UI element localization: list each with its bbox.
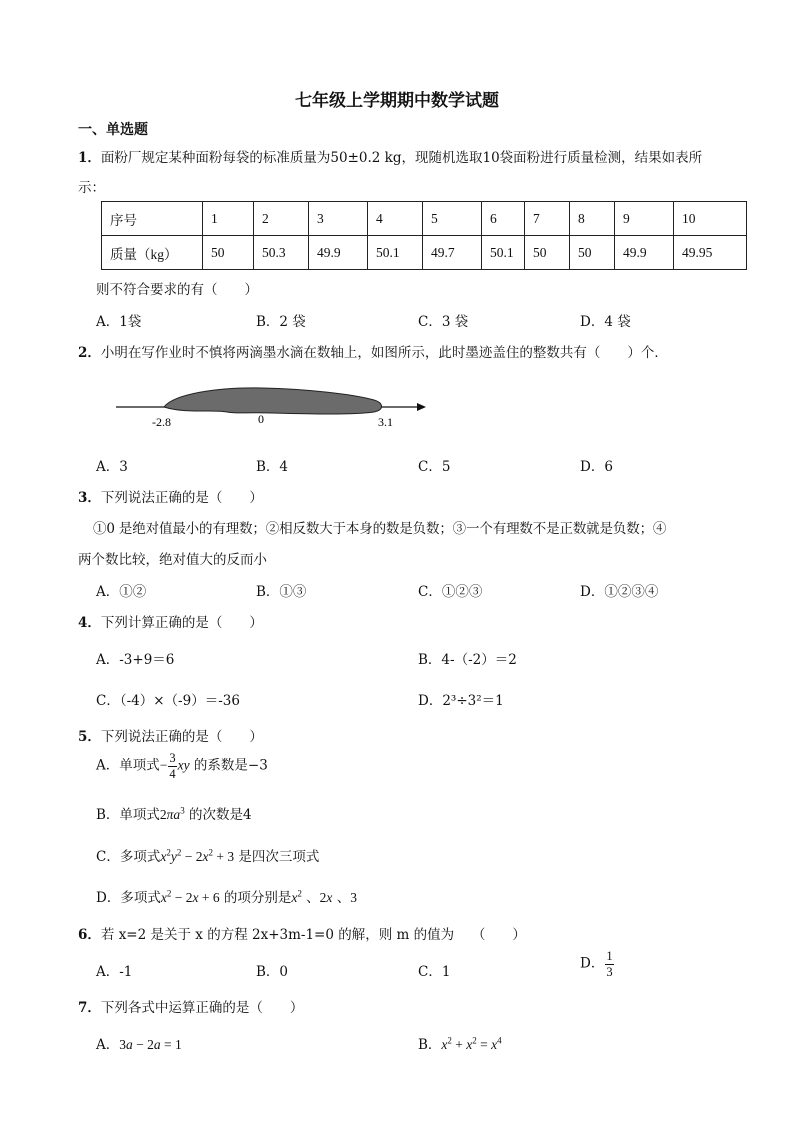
option-c: C．5 [418, 459, 451, 475]
question-3-statements: ①0 是绝对值最小的有理数；②相反数大于本身的数是负数；③一个有理数不是正数就是负数；④ [93, 521, 667, 537]
option-b: B．$x^2 + x^2 = x^4$ [418, 1035, 502, 1053]
option-label: A．单项式 [96, 757, 160, 774]
table-cell: 4 [368, 202, 423, 236]
table-cell: 6 [482, 202, 525, 236]
option-b: B．单项式$2\pi a^3$ 的次数是4 [96, 805, 252, 823]
option-c: C．①②③ [418, 584, 483, 600]
option-a: A．单项式− $\frac{3}{4}$ xy 的系数是−3 [96, 751, 268, 781]
option-d [580, 950, 615, 978]
table-cell: 9 [615, 202, 674, 236]
option-b: B．2 袋 [256, 314, 306, 330]
denominator: 4 [169, 766, 176, 781]
option-text: 是四次三项式 [238, 849, 320, 865]
question-3-statements-line2: 两个数比较，绝对值大的反而小 [78, 552, 267, 568]
option-label: B． [418, 1037, 442, 1053]
numerator: 1 [606, 949, 613, 963]
question-text: 下列说法正确的是（ ） [100, 490, 263, 506]
question-text: 面粉厂规定某种面粉每袋的标准质量为50±0.2 kg，现随机选取10袋面粉进行质量检测，结果如表所 [100, 150, 703, 166]
option-b: B．4-（-2）＝2 [418, 652, 517, 668]
option-label: C．多项式 [96, 849, 161, 865]
option-d: D．6 [580, 459, 613, 475]
option-label: D． [580, 955, 605, 972]
option-text: 的系数是−3 [193, 757, 268, 774]
option-text: 的项分别是 [223, 890, 292, 906]
page-title: 七年级上学期期中数学试题 [295, 91, 499, 111]
option-text: 的次数是4 [188, 807, 252, 823]
table-cell: 质量（kg） [102, 236, 203, 270]
option-a: A．3a − 2a = 1 [96, 1037, 182, 1053]
arrow-head [417, 403, 426, 411]
ink-blot [164, 388, 382, 414]
table-cell: 49.9 [309, 236, 368, 270]
label-right: 3.1 [378, 415, 393, 429]
question-number: 3． [78, 490, 101, 506]
question-2 [78, 341, 668, 361]
fraction [605, 950, 613, 978]
table-cell: 2 [254, 202, 309, 236]
mass-table [101, 201, 747, 270]
table-cell: 49.9 [615, 236, 674, 270]
table-cell: 49.7 [423, 236, 482, 270]
option-d: D．4 袋 [580, 314, 631, 330]
question-number: 6． [78, 927, 101, 943]
option-c: C．多项式$x^2y^2 - 2x^2 + 3$ 是四次三项式 [96, 847, 320, 865]
question-text: 小明在写作业时不慎将两滴墨水滴在数轴上，如图所示，此时墨迹盖住的整数共有（ ）个． [100, 345, 668, 361]
numerator: 3 [169, 751, 176, 765]
question-text: 若 x=2 是关于 x 的方程 2x+3m-1=0 的解，则 m 的值为 （ ） [100, 927, 526, 943]
fraction [168, 752, 176, 780]
denominator: 3 [606, 964, 613, 979]
option-label: A． [96, 1037, 120, 1053]
question-text: 下列各式中运算正确的是（ ） [100, 1000, 304, 1016]
table-cell: 50.1 [368, 236, 423, 270]
option-label: B．单项式 [96, 807, 160, 823]
question-3 [78, 486, 263, 506]
question-number: 4． [78, 615, 101, 631]
option-b: B．0 [256, 964, 289, 980]
question-number: 1． [78, 150, 101, 166]
question-1 [78, 146, 702, 166]
number-line-figure [112, 384, 432, 434]
option-b: B．4 [256, 459, 289, 475]
option-c: C．（-4）×（-9）＝-36 [96, 693, 240, 709]
table-cell: 50 [570, 236, 615, 270]
table-cell: 8 [570, 202, 615, 236]
question-number: 2． [78, 345, 101, 361]
question-6 [78, 923, 526, 943]
question-text: 下列说法正确的是（ ） [100, 729, 263, 745]
table-cell: 1 [203, 202, 254, 236]
option-label: D．多项式 [96, 890, 161, 906]
table-cell: 50.1 [482, 236, 525, 270]
option-a: A．1袋 [96, 314, 142, 330]
option-a: A．3 [96, 459, 128, 475]
label-left: -2.8 [152, 415, 171, 429]
table-cell: 49.95 [674, 236, 747, 270]
option-b: B．①③ [256, 584, 307, 600]
option-d: D．2³÷3²＝1 [418, 693, 504, 709]
question-1-line2: 示： [78, 180, 105, 196]
label-zero: 0 [258, 412, 264, 426]
option-a: A．-1 [96, 964, 133, 980]
question-text: 下列计算正确的是（ ） [100, 615, 263, 631]
option-d: D．多项式$x^2 - 2x + 6$ 的项分别是$x^2$ 、2x 、3 [96, 888, 357, 906]
option-c: C．1 [418, 964, 451, 980]
question-4 [78, 611, 263, 631]
option-a: A．①② [96, 584, 147, 600]
question-5 [78, 725, 263, 745]
table-cell: 50 [525, 236, 570, 270]
question-number: 7． [78, 1000, 101, 1016]
table-cell: 3 [309, 202, 368, 236]
table-row [102, 202, 747, 236]
table-cell: 7 [525, 202, 570, 236]
table-cell: 5 [423, 202, 482, 236]
table-cell: 10 [674, 202, 747, 236]
option-c: C．3 袋 [418, 314, 469, 330]
table-cell: 序号 [102, 202, 203, 236]
question-7 [78, 996, 303, 1016]
table-cell: 50.3 [254, 236, 309, 270]
section-heading: 一、单选题 [78, 122, 148, 138]
option-d: D．①②③④ [580, 584, 659, 600]
question-number: 5． [78, 729, 101, 745]
table-row [102, 236, 747, 270]
option-a: A．-3+9＝6 [96, 652, 175, 668]
table-cell: 50 [203, 236, 254, 270]
question-1-prompt: 则不符合要求的有（ ） [96, 282, 258, 298]
